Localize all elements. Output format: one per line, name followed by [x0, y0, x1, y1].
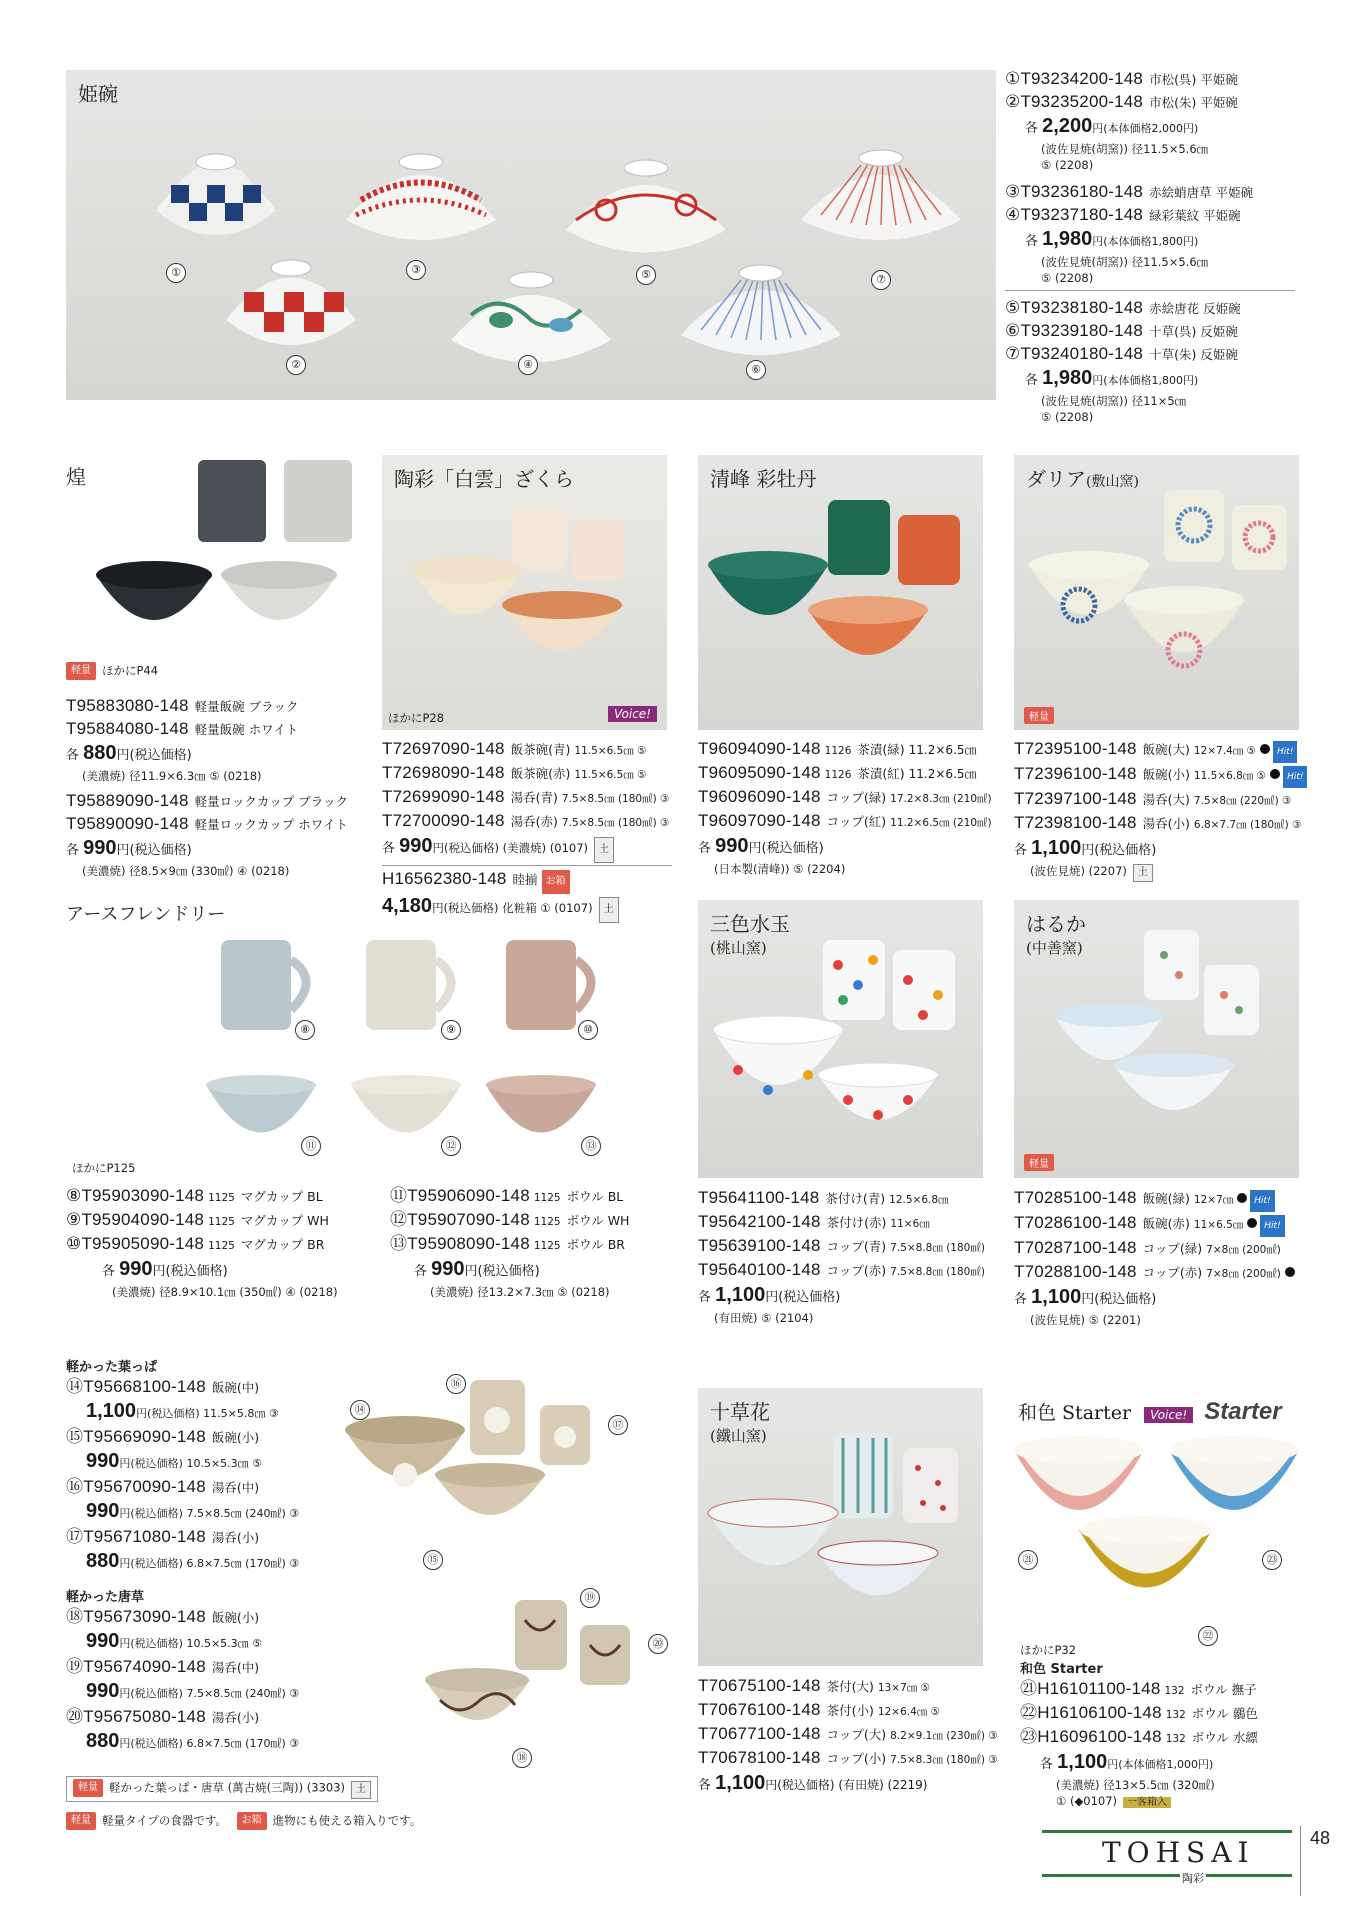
hime-note-1b: ⑤ (2208) [1041, 158, 1094, 172]
hime-item-7: ⑦T93240180-148 十草(朱) 反姫碗 [1005, 344, 1238, 363]
earth-list-left: ⑧T95903090-148 1125 マグカップ BL ⑨T95904090-148 1125 マグカップ WH ⑩T95905090-148 1125 マグカップ BR 各 990円(税込価格) (美濃焼) 径8.9×10.1㎝ (350㎖) ④ (0218) [66, 1186, 338, 1299]
jussou-photo [698, 1388, 983, 1666]
happa-num-19: ⑲ [580, 1588, 600, 1608]
starter-num-23: ㉓ [1262, 1550, 1282, 1570]
hime-num-4: ④ [518, 355, 538, 375]
earth-num-10: ⑩ [578, 1020, 598, 1040]
starter-logo: Starter [1204, 1398, 1282, 1425]
bowl-blue-stripes [681, 265, 841, 355]
earth-num-9: ⑨ [441, 1020, 461, 1040]
starter-num-21: ㉑ [1018, 1550, 1038, 1570]
happa-num-20: ⑳ [648, 1634, 668, 1654]
hime-price-3: 各 1,980円(本体価格1,800円) [1025, 367, 1199, 389]
kou-illustration [66, 455, 366, 655]
hime-item-5: ⑤T93238180-148 赤絵唐花 反姫碗 [1005, 298, 1241, 317]
dahlia-photo [1014, 455, 1299, 730]
footer-legend: 軽量 軽量タイプの食器です。 お箱 進物にも使える箱入りです。 [66, 1812, 421, 1830]
hime-photo [66, 70, 996, 400]
hakuun-title: 陶彩「白雲」ざくら [394, 467, 574, 491]
hime-note-3b: ⑤ (2208) [1041, 410, 1094, 424]
hime-item-4: ④T93237180-148 緑彩葉紋 平姫碗 [1005, 205, 1241, 224]
hime-num-7: ⑦ [871, 270, 891, 290]
hakuun-photo [382, 455, 667, 730]
kou-list: T95883080-148 軽量飯碗 ブラック T95884080-148 軽量飯碗 ホワイト 各 880円(税込価格) (美濃焼) 径11.9×6.3㎝ ⑤ (0218) T95889090-148 軽量ロックカップ ブラック T95890090-148 軽量ロックカップ ホワイト 各 990円(税込価格) (美濃焼) 径8.5×9㎝ (330㎖) ④ (0218) [66, 696, 349, 878]
happa-title-1: 軽かった葉っぱ [66, 1360, 158, 1375]
starter-num-22: ㉒ [1198, 1626, 1218, 1646]
hakuun-voice: Voice! [608, 703, 657, 722]
seihou-illustration [698, 455, 983, 730]
happa-box: 軽量 軽かった葉っぱ・唐草 (萬古焼(三陶)) (3303) 土 [66, 1776, 378, 1802]
kou-badge-row: 軽量 ほかにP44 [66, 662, 158, 680]
hime-num-3: ③ [406, 260, 426, 280]
dahlia-badge: 軽量 [1024, 705, 1060, 724]
jussou-title: 十草花 (鐵山窯) [710, 1400, 770, 1445]
brand-logo-text: TOHSAI [1102, 1836, 1255, 1869]
hakuun-list: T72697090-148 飯茶碗(青) 11.5×6.5㎝ ⑤ T72698090-148 飯茶碗(赤) 11.5×6.5㎝ ⑤ T72699090-148 湯呑(青) 7.5×8.5㎝ (180㎖) ③ T72700090-148 湯呑(赤) 7.5×8.5㎝ (180㎖) ③ 各 990円(税込価格) (美濃焼) (0107) 土 H16562380-148 睦揃 お箱 4,180円(税込価格) 化粧箱 ① (0107) 土 [382, 738, 672, 923]
hime-item-6: ⑥T93239180-148 十草(呉) 反姫碗 [1005, 321, 1238, 340]
seihou-list: T96094090-148 1126 茶漬(緑) 11.2×6.5㎝ T96095090-148 1126 茶漬(紅) 11.2×6.5㎝ T96096090-148 コップ(緑) 17.2×8.3㎝ (210㎖) T96097090-148 コップ(紅) 11.2×6.5㎝ (210㎖) 各 990円(税込価格) (日本製(清峰)) ⑤ (2204) [698, 739, 992, 876]
hime-item-3: ③T93236180-148 赤絵蛸唐草 平姫碗 [1005, 182, 1254, 201]
kou-section [66, 455, 366, 878]
seihou-photo [698, 455, 983, 730]
happa-list: 軽かった葉っぱ ⑭T95668100-148 飯碗(中) 1,100円(税込価格) 11.5×5.8㎝ ③ ⑮T95669090-148 飯碗(小) 990円(税込価格) 10.5×5.3㎝ ⑤ ⑯T95670090-148 湯呑(中) 990円(税込価格) 7.5×8.5㎝ (240㎖) ③ ⑰T95671080-148 湯呑(小) 880円(税込価格) 6.8×7.5㎝ (170㎖) ③ 軽かった唐草 ⑱T95673090-148 飯碗(小) 990円(税込価格) 10.5×5.3㎝ ⑤ ⑲T95674090-148 湯呑(中) 990円(税込価格) 7.5×8.5㎝ (240㎖) ③ ⑳T95675080-148 湯呑(小) 880円(税込価格) 6.8×7.5㎝ (170㎖) ③ [66, 1360, 366, 1756]
earth-title: アースフレンドリー [66, 904, 226, 925]
starter-illustration [1014, 1430, 1314, 1650]
hime-note-3: (波佐見焼(胡窯)) 径11×5㎝ [1041, 394, 1187, 408]
haruka-title: はるか (中善窯) [1026, 912, 1086, 957]
earth-num-11: ⑪ [301, 1136, 321, 1156]
dahlia-title: ダリア(敷山窯) [1026, 467, 1139, 491]
hakuun-illustration [382, 455, 667, 730]
haruka-badge: 軽量 [1024, 1152, 1060, 1171]
happa-num-14: ⑭ [350, 1400, 370, 1420]
earth-ref: ほかにP125 [72, 1161, 136, 1175]
seihou-title: 清峰 彩牡丹 [710, 467, 817, 491]
haruka-list: T70285100-148 飯碗(緑) 12×7㎝ Hit! T70286100-148 飯碗(赤) 11×6.5㎝ Hit! T70287100-148 コップ(緑) 7×8㎝ (200㎖) T70288100-148 コップ(赤) 7×8㎝ (200㎖) 各 1,100円(税込価格) (波佐見焼) ⑤ (2201) [1014, 1187, 1314, 1328]
happa-num-15: ⑮ [423, 1550, 443, 1570]
bowl-green-leaf [451, 272, 611, 363]
happa-num-16: ⑯ [446, 1374, 466, 1394]
earth-list-right: ⑪T95906090-148 1125 ボウル BL ⑫T95907090-148 1125 ボウル WH ⑬T95908090-148 1125 ボウル BR 各 990円(税込価格) (美濃焼) 径13.2×7.3㎝ ⑤ (0218) [390, 1186, 630, 1299]
haruka-illustration [1014, 900, 1299, 1178]
hime-num-2: ② [286, 355, 306, 375]
sanshoku-illustration [698, 900, 983, 1178]
hime-num-6: ⑥ [746, 360, 766, 380]
bowl-red-stripes [801, 150, 961, 240]
earth-num-12: ⑫ [441, 1136, 461, 1156]
bowl-checker-red [226, 260, 356, 345]
hime-text [1005, 68, 1305, 425]
happa-num-18: ⑱ [512, 1748, 532, 1768]
earth-num-8: ⑧ [295, 1020, 315, 1040]
bowl-red-pattern [346, 154, 496, 240]
dahlia-illustration [1014, 455, 1299, 730]
hime-price-2: 各 1,980円(本体価格1,800円) [1025, 228, 1199, 250]
kou-title: 煌 [66, 465, 86, 489]
hime-price-1: 各 2,200円(本体価格2,000円) [1025, 115, 1199, 137]
earth-num-13: ⑬ [581, 1136, 601, 1156]
jussou-illustration [698, 1388, 983, 1666]
hime-num-1: ① [166, 263, 186, 283]
sanshoku-photo [698, 900, 983, 1178]
hime-note-2: (波佐見焼(胡窯)) 径11.5×5.6㎝ [1041, 255, 1209, 269]
hime-num-5: ⑤ [636, 265, 656, 285]
sanshoku-list: T95641100-148 茶付け(青) 12.5×6.8㎝ T95642100-148 茶付け(赤) 11×6㎝ T95639100-148 コップ(青) 7.5×8.8㎝ (180㎖) T95640100-148 コップ(赤) 7.5×8.8㎝ (180㎖) 各 1,100円(税込価格) (有田焼) ⑤ (2104) [698, 1188, 985, 1325]
bowl-red-flower [566, 160, 726, 253]
hime-item-2: ②T93235200-148 市松(朱) 平姫碗 [1005, 92, 1238, 111]
dahlia-list: T72395100-148 飯碗(大) 12×7.4㎝ ⑤ Hit! T72396100-148 飯碗(小) 11.5×6.8㎝ ⑤ Hit! T72397100-148 湯呑(大) 7.5×8㎝ (220㎖) ③ T72398100-148 湯呑(小) 6.8×7.7㎝ (180㎖) ③ 各 1,100円(税込価格) (波佐見焼) (2207) 土 [1014, 738, 1314, 882]
hakuun-ref: ほかにP28 [388, 711, 445, 725]
page-number: 48 [1310, 1828, 1331, 1848]
brand-logo [1042, 1826, 1292, 1886]
happa-num-17: ⑰ [608, 1415, 628, 1435]
starter-list: 和色 Starter ㉑H16101100-148 132 ボウル 撫子 ㉒H16106100-148 132 ボウル 鶸色 ㉓H16096100-148 132 ボウル 水縹 各 1,100円(本体価格1,000円) (美濃焼) 径13×5.5㎝ (320㎖) ① (◆0107) 一客箱入 [1020, 1662, 1258, 1808]
happa-title-2: 軽かった唐草 [66, 1590, 145, 1605]
hime-note-1: (波佐見焼(胡窯)) 径11.5×5.6㎝ [1041, 142, 1209, 156]
haruka-photo [1014, 900, 1299, 1178]
hime-item-1: ①T93234200-148 市松(呉) 平姫碗 [1005, 69, 1238, 88]
hime-bowls-illustration [66, 70, 996, 400]
hime-title: 姫碗 [78, 82, 118, 106]
brand-logo-sub: 陶彩 [1182, 1872, 1204, 1885]
starter-header: 和色 Starter Voice! Starter [1018, 1398, 1282, 1425]
jussou-list: T70675100-148 茶付(大) 13×7㎝ ⑤ T70676100-148 茶付(小) 12×6.4㎝ ⑤ T70677100-148 コップ(大) 8.2×9.1㎝ (230㎖) ③ T70678100-148 コップ(小) 7.5×8.3㎝ (180㎖) ③ 各 1,100円(税込価格) (有田焼) (2219) [698, 1676, 998, 1794]
bowl-checker-blue [156, 154, 276, 235]
hime-note-2b: ⑤ (2208) [1041, 271, 1094, 285]
sanshoku-title: 三色水玉 (桃山窯) [710, 912, 790, 957]
starter-ref: ほかにP32 [1020, 1643, 1077, 1657]
